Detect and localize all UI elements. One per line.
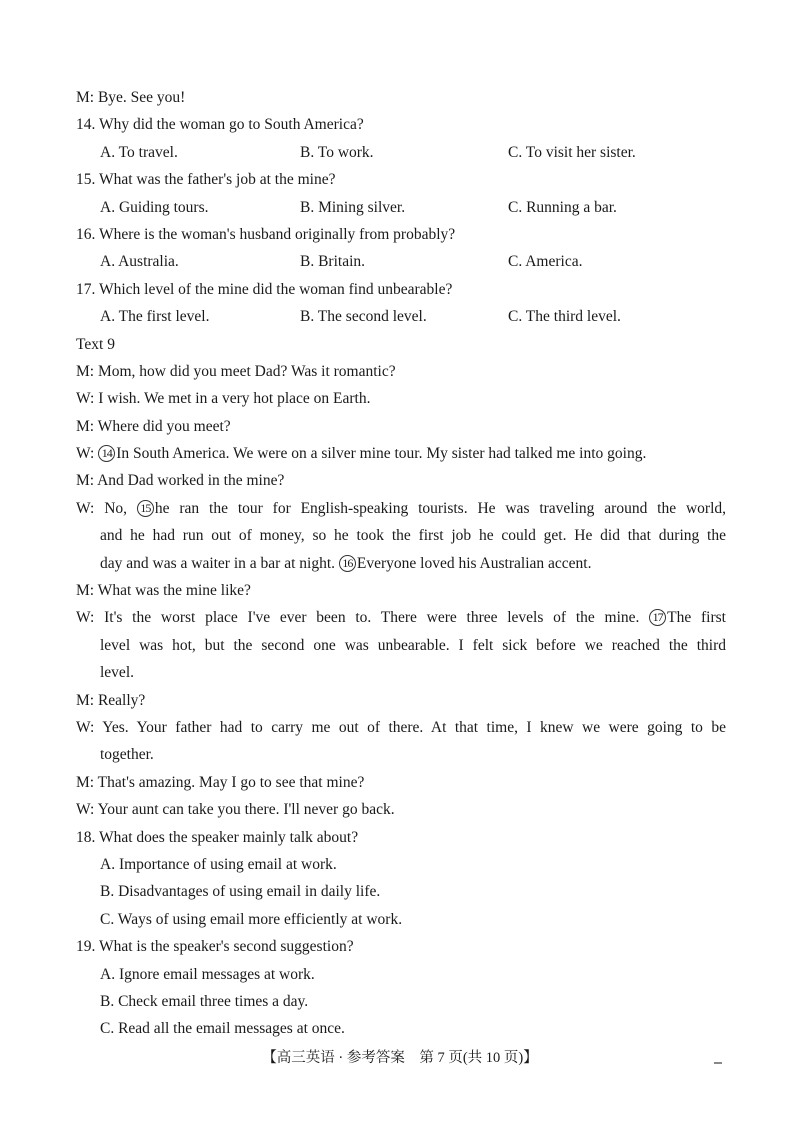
line-text: Text 9 bbox=[76, 335, 115, 353]
text-line bbox=[76, 1015, 726, 1042]
line-text: 17. Which level of the mine did the woman find unbearable? bbox=[76, 280, 453, 298]
answer-option: A. Guiding tours. bbox=[100, 198, 209, 216]
line-text: 19. What is the speaker's second suggestion? bbox=[76, 938, 354, 956]
answer-option: C. Running a bar. bbox=[508, 198, 617, 216]
answer-option: A. To travel. bbox=[100, 143, 178, 161]
line-text: 18. What does the speaker mainly talk about? bbox=[76, 828, 359, 846]
text-line bbox=[76, 741, 726, 768]
line-text: B. Check email three times a day. bbox=[100, 992, 309, 1010]
circled-number-marker: 15 bbox=[137, 500, 154, 517]
text-line bbox=[76, 440, 726, 467]
text-line bbox=[76, 385, 726, 412]
answer-options-row bbox=[76, 303, 726, 330]
line-prefix: day and was a waiter in a bar at night. bbox=[100, 554, 339, 572]
answer-options-row bbox=[76, 139, 726, 166]
line-prefix: W: It's the worst place I've ever been to. There were three levels of the mine. bbox=[76, 609, 650, 627]
line-text: M: Really? bbox=[76, 691, 146, 709]
answer-option: C. To visit her sister. bbox=[508, 143, 636, 161]
line-text: Everyone loved his Australian accent. bbox=[356, 554, 592, 572]
line-text: A. Ignore email messages at work. bbox=[100, 965, 315, 983]
line-text: level. bbox=[100, 664, 134, 682]
text-line bbox=[76, 714, 726, 741]
line-text: M: That's amazing. May I go to see that mine? bbox=[76, 773, 365, 791]
text-line bbox=[76, 495, 726, 522]
line-text: M: Where did you meet? bbox=[76, 417, 231, 435]
document-body bbox=[76, 84, 726, 1043]
line-text: W: Your aunt can take you there. I'll never go back. bbox=[76, 801, 395, 819]
text-line bbox=[76, 659, 726, 686]
answer-option: B. Britain. bbox=[300, 253, 366, 271]
line-text: 15. What was the father's job at the mine? bbox=[76, 171, 336, 189]
line-text: C. Read all the email messages at once. bbox=[100, 1020, 345, 1038]
text-line bbox=[76, 933, 726, 960]
text-line bbox=[76, 84, 726, 111]
line-text: M: And Dad worked in the mine? bbox=[76, 472, 285, 490]
answer-option: C. America. bbox=[508, 253, 583, 271]
text-line bbox=[76, 522, 726, 549]
line-text: 14. Why did the woman go to South America? bbox=[76, 116, 364, 134]
text-line bbox=[76, 166, 726, 193]
text-line bbox=[76, 961, 726, 988]
circled-number-marker: 16 bbox=[339, 555, 356, 572]
line-prefix: W: bbox=[76, 445, 99, 463]
answer-option: A. The first level. bbox=[100, 308, 210, 326]
text-line bbox=[76, 796, 726, 823]
text-line bbox=[76, 358, 726, 385]
line-prefix: W: No, bbox=[76, 499, 137, 517]
scan-mark bbox=[714, 1062, 722, 1064]
answer-option: C. The third level. bbox=[508, 308, 621, 326]
text-line bbox=[76, 467, 726, 494]
answer-option: B. Mining silver. bbox=[300, 198, 406, 216]
line-text: M: Mom, how did you meet Dad? Was it romantic? bbox=[76, 362, 396, 380]
line-text: M: Bye. See you! bbox=[76, 89, 186, 106]
line-text: In South America. We were on a silver mine tour. My sister had talked me into going. bbox=[116, 445, 647, 463]
text-line bbox=[76, 878, 726, 905]
line-text: level was hot, but the second one was unbearable. I felt sick before we reached the third bbox=[100, 636, 726, 654]
text-line bbox=[76, 111, 726, 138]
text-line bbox=[76, 221, 726, 248]
text-line bbox=[76, 577, 726, 604]
text-line bbox=[76, 604, 726, 631]
line-text: A. Importance of using email at work. bbox=[100, 855, 337, 873]
text-line bbox=[76, 824, 726, 851]
answer-options-row bbox=[76, 248, 726, 275]
line-text: W: I wish. We met in a very hot place on Earth. bbox=[76, 390, 371, 408]
text-line bbox=[76, 331, 726, 358]
page-footer: 【高三英语 · 参考答案 第 7 页(共 10 页)】 bbox=[262, 1050, 538, 1066]
text-line bbox=[76, 988, 726, 1015]
line-text: 16. Where is the woman's husband originally from probably? bbox=[76, 225, 456, 243]
circled-number-marker: 14 bbox=[98, 445, 115, 462]
text-line bbox=[76, 550, 726, 577]
line-text: and he had run out of money, so he took the first job he could get. He did that during the bbox=[100, 527, 726, 545]
answer-options-row bbox=[76, 194, 726, 221]
text-line bbox=[76, 906, 726, 933]
circled-number-marker: 17 bbox=[649, 609, 666, 626]
line-text: he ran the tour for English-speaking tourists. He was traveling around the world, bbox=[154, 499, 726, 517]
line-text: The first bbox=[667, 609, 726, 627]
line-text: B. Disadvantages of using email in daily life. bbox=[100, 883, 381, 901]
answer-option: A. Australia. bbox=[100, 253, 179, 271]
line-text: together. bbox=[100, 746, 154, 764]
text-line bbox=[76, 851, 726, 878]
line-text: C. Ways of using email more efficiently at work. bbox=[100, 910, 403, 928]
line-text: W: Yes. Your father had to carry me out of there. At that time, I knew we were going to be bbox=[76, 718, 726, 736]
answer-option: B. The second level. bbox=[300, 308, 427, 326]
text-line bbox=[76, 413, 726, 440]
text-line bbox=[76, 687, 726, 714]
answer-option: B. To work. bbox=[300, 143, 374, 161]
text-line bbox=[76, 276, 726, 303]
text-line bbox=[76, 632, 726, 659]
line-text: M: What was the mine like? bbox=[76, 582, 251, 600]
text-line bbox=[76, 769, 726, 796]
